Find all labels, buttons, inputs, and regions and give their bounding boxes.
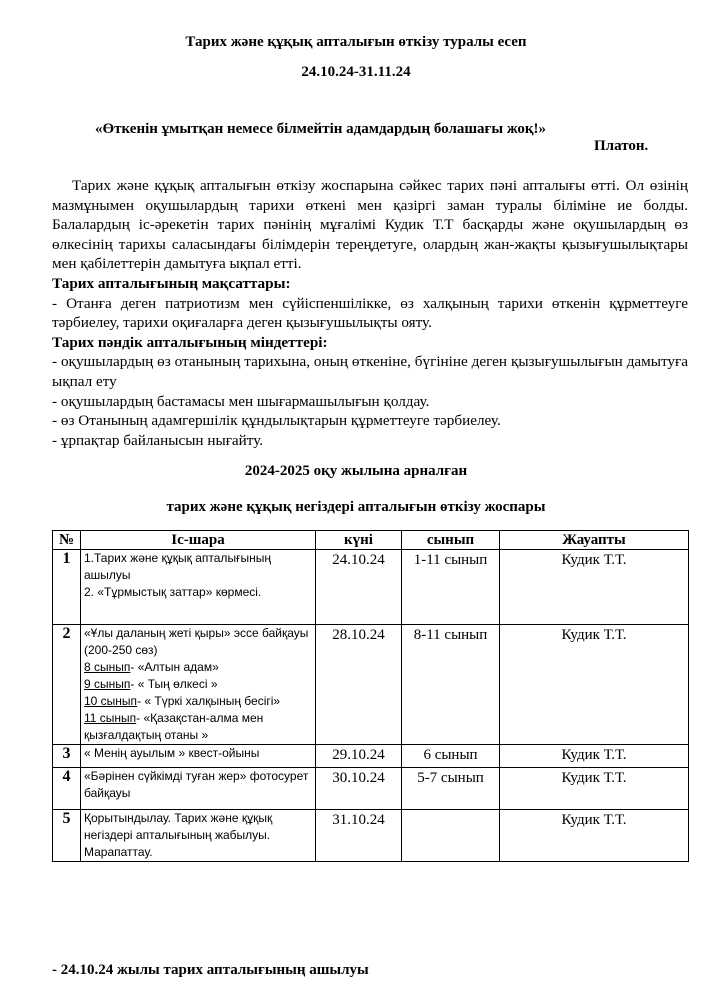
row-date: 30.10.24 [316, 768, 402, 810]
sub-item-grade: 9 сынып [84, 677, 131, 691]
row-grade: 5-7 сынып [402, 768, 500, 810]
tasks-heading: Тарих пәндік апталығының міндеттері: [52, 333, 328, 351]
sub-item-topic: - « Түркі халқының бесігі» [137, 694, 281, 708]
intro-paragraph: Тарих және құқық апталығын өткізу жоспарына сәйкес тарих пәні апталығы өтті. Ол өзінің мазмұнымен оқушылардың тарихи өткені мен қазіргі заман туралы біліміне ие болды. Балалардың іс-әрекетін тарих пәнінің мұғалімі Кудик Т.Т басқарды және оқушылардың өз өлкесінің тарихы саласындағы білімдерін тереңдетуге, олардың жан-жақты қызығушылықтары мен қабілеттерін дамытуға ықпал етті. [52, 177, 688, 273]
task-item: - оқушылардың бастамасы мен шығармашылығын қолдау. [52, 392, 430, 410]
epigraph-quote: «Өткенін ұмытқан немесе білмейтін адамдардың болашағы жоқ!» [95, 121, 546, 137]
row-date: 24.10.24 [316, 550, 402, 625]
row-grade [402, 810, 500, 862]
plan-title: тарих және құқық негіздері апталығын өткізу жоспары [166, 499, 546, 515]
row-number: 3 [53, 745, 81, 768]
row-date: 28.10.24 [316, 625, 402, 745]
task-item: - өз Отанының адамгершілік құндылықтарын құрметтеуге тәрбиелеу. [52, 412, 501, 430]
report-dates: 24.10.24-31.11.24 [301, 64, 411, 80]
event-line: 1.Тарих және құқық апталығының ашылуы [84, 551, 271, 582]
row-responsible: Кудик Т.Т. [500, 745, 689, 768]
report-title: Тарих және құқық апталығын өткізу туралы есеп [185, 34, 527, 50]
row-responsible: Кудик Т.Т. [500, 768, 689, 810]
table-header-row [53, 531, 689, 550]
row-responsible: Кудик Т.Т. [500, 550, 689, 625]
report-body [52, 176, 688, 450]
column-header-number: № [53, 531, 81, 550]
row-date: 31.10.24 [316, 810, 402, 862]
event-line: Қорытындылау. Тарих және құқық негіздері апталығының жабылуы. Марапаттау. [84, 811, 273, 859]
table-row [53, 625, 689, 745]
sub-item-topic: - «Қазақстан-алма мен қызғалдақтың отаны » [84, 711, 264, 742]
table-row [53, 550, 689, 625]
row-number: 5 [53, 810, 81, 862]
sub-item-grade: 10 сынып [84, 694, 138, 708]
row-event [81, 745, 316, 768]
event-line: «Ұлы даланың жеті қыры» эссе байқауы (200-250 сөз) [84, 626, 309, 657]
row-event [81, 810, 316, 862]
row-responsible: Кудик Т.Т. [500, 625, 689, 745]
table-row [53, 745, 689, 768]
plan-title-year: 2024-2025 оқу жылына арналған [244, 463, 468, 479]
column-header-date: күні [316, 531, 402, 550]
event-line: « Менің ауылым » квест-ойыны [84, 746, 260, 760]
sub-item-grade: 11 сынып [84, 711, 137, 725]
goals-text: - Отанға деген патриотизм мен сүйіспеншілікке, өз халқының тарихи өткенін құрметтеуге тәрбиелеу, тарихи оқиғаларға деген қызығушылықты ояту. [52, 294, 688, 332]
epigraph-author: Платон. [594, 138, 649, 154]
row-event [81, 768, 316, 810]
table-row [53, 768, 689, 810]
row-number: 4 [53, 768, 81, 810]
event-sub-item [84, 676, 312, 693]
column-header-responsible: Жауапты [500, 531, 689, 550]
row-responsible: Кудик Т.Т. [500, 810, 689, 862]
event-sub-item [84, 659, 312, 676]
row-number: 1 [53, 550, 81, 625]
sub-item-topic: - « Тың өлкесі » [130, 677, 218, 691]
event-line: 2. «Тұрмыстық заттар» көрмесі. [84, 585, 262, 599]
sub-item-grade: 8 сынып [84, 660, 131, 674]
task-item: - ұрпақтар байланысын нығайту. [52, 431, 264, 449]
column-header-event: Іс-шара [81, 531, 316, 550]
goals-heading: Тарих апталығының мақсаттары: [52, 274, 291, 292]
row-number: 2 [53, 625, 81, 745]
opening-section-heading: - 24.10.24 жылы тарих апталығының ашылуы [52, 962, 369, 978]
row-event [81, 625, 316, 745]
row-event [81, 550, 316, 625]
row-date: 29.10.24 [316, 745, 402, 768]
event-sub-item [84, 693, 312, 710]
task-item: - оқушылардың өз отанының тарихына, оның өткеніне, бүгініне деген қызығушылығын дамытуға ықпал ету [52, 353, 688, 390]
row-grade: 1-11 сынып [402, 550, 500, 625]
event-sub-item [84, 710, 312, 744]
event-line: «Бәрінен сүйкімді туған жер» фотосурет байқауы [84, 769, 309, 800]
row-grade: 6 сынып [402, 745, 500, 768]
sub-item-topic: - «Алтын адам» [130, 660, 219, 674]
column-header-grade: сынып [402, 531, 500, 550]
table-row [53, 810, 689, 862]
plan-table [52, 530, 689, 862]
row-grade: 8-11 сынып [402, 625, 500, 745]
